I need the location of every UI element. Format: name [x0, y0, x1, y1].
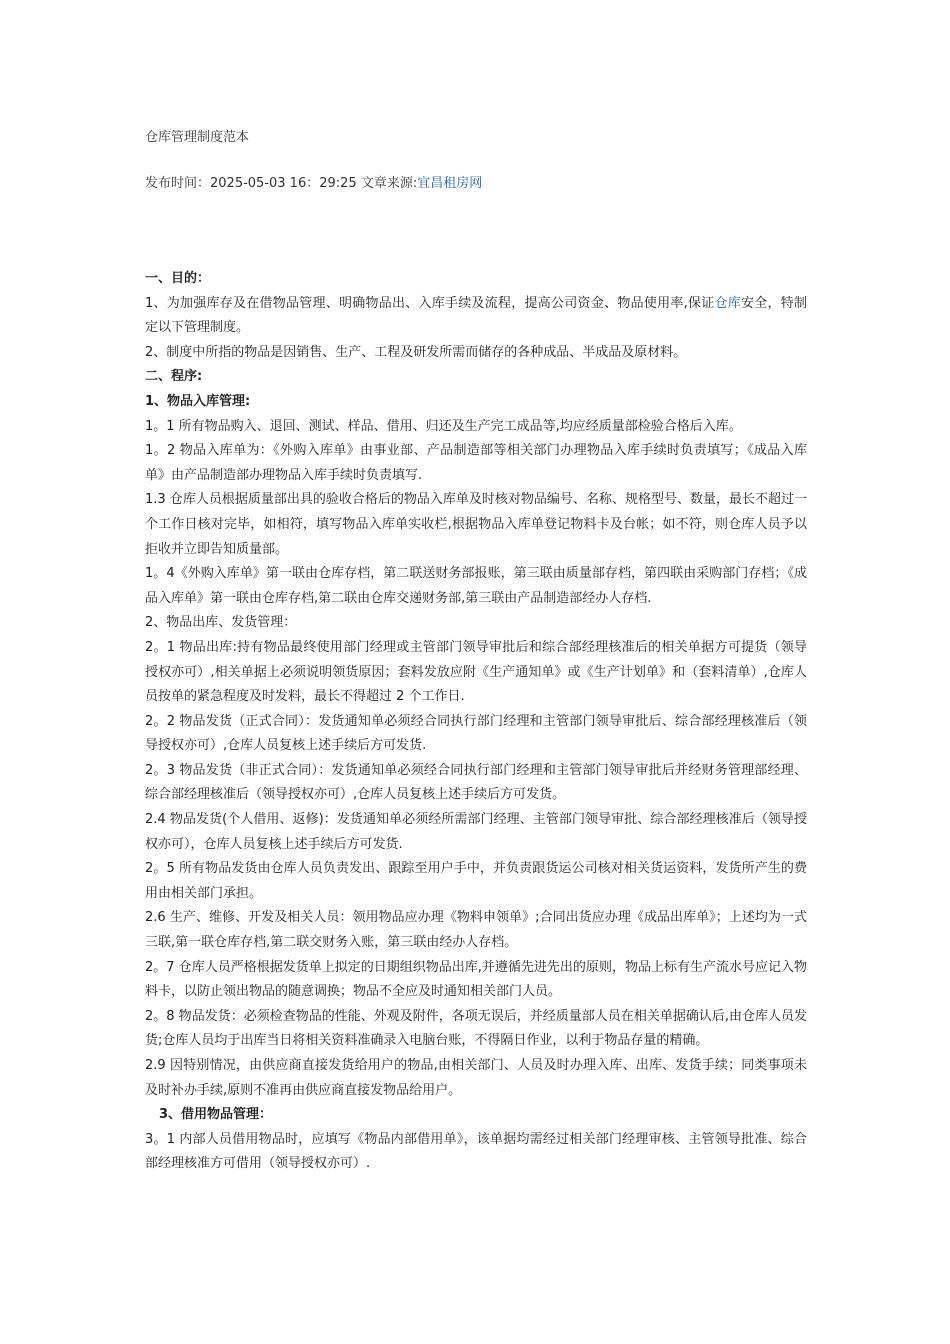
- paragraph-2-3: 2。3 物品发货（非正式合同）：发货通知单必须经合同执行部门经理和主管部门领导审批后并经财务管理部经理、综合部经理核准后（领导授权亦可）,仓库人员复核上述手续后方可发货。: [145, 762, 807, 803]
- paragraph-2-5: 2。5 所有物品发货由仓库人员负责发出、跟踪至用户手中，并负责跟货运公司核对相关货运资料，发货所产生的费用由相关部门承担。: [145, 861, 807, 901]
- paragraph-2-1: 2。1 物品出库:持有物品最终使用部门经理或主管部门领导审批后和综合部经理核准后的相关单据方可提货（领导授权亦可）,相关单据上必须说明领货原因；套料发放应附《生产通知单》或《生产计划单》和（套料清单）,仓库人员按单的紧急程度及时发料，最长不得超过 2 个工作日.: [145, 639, 807, 705]
- paragraph-purpose-2: 2、制度中所指的物品是因销售、生产、工程及研发所需而储存的各种成品、半成品及原材料。: [145, 344, 687, 360]
- paragraph-1-4: 1。4《外购入库单》第一联由仓库存档，第二联送财务部报账，第三联由质量部存档，第四联由采购部门存档；《成品入库单》第一联由仓库存档,第二联由仓库交递财务部,第三联由产品制造部经办人存档.: [145, 566, 807, 606]
- document-title: 仓库管理制度范本: [145, 130, 250, 145]
- paragraph-text: 安全，特制定以下管理制度。: [145, 295, 807, 336]
- subsection-heading-outbound: 2、物品出库、发货管理：: [145, 615, 297, 631]
- paragraph-2-2: 2。2 物品发货（正式合同）：发货通知单必须经合同执行部门经理和主管部门领导审批后、综合部经理核准后（领导授权亦可）,仓库人员复核上述手续后方可发货.: [145, 713, 807, 754]
- paragraph-1-2: 1。2 物品入库单为：《外购入库单》由事业部、产品制造部等相关部门办理物品入库手续时负责填写；《成品入库单》由产品制造部办理物品入库手续时负责填写.: [145, 443, 807, 483]
- paragraph-2-4: 2.4 物品发货(个人借用、返修)：发货通知单必须经所需部门经理、主管部门领导审批、综合部经理核准后（领导授权亦可），仓库人员复核上述手续后方可发货.: [145, 812, 807, 852]
- paragraph-2-9: 2.9 因特别情况，由供应商直接发货给用户的物品,由相关部门、人员及时办理入库、出库、发货手续；同类事项未及时补办手续,原则不准再由供应商直接发物品给用户。: [145, 1058, 807, 1098]
- paragraph-3-1: 3。1 内部人员借用物品时，应填写《物品内部借用单》，该单据均需经过相关部门经理审核、主管领导批准、综合部经理核准方可借用（领导授权亦可）.: [145, 1131, 807, 1172]
- paragraph-text: 1、为加强库存及在借物品管理、明确物品出、入库手续及流程，提高公司资金、物品使用率,保证: [145, 295, 715, 311]
- paragraph-2-7: 2。7 仓库人员严格根据发货单上拟定的日期组织物品出库,并遵循先进先出的原则，物品上标有生产流水号应记入物料卡，以防止领出物品的随意调换；物品不全应及时通知相关部门人员。: [145, 959, 807, 1000]
- section-heading-procedure: 二、程序:: [145, 369, 203, 385]
- subsection-heading-inbound: 1、物品入库管理:: [145, 393, 251, 409]
- article-meta: [145, 174, 482, 194]
- paragraph-1-3: 1.3 仓库人员根据质量部出具的验收合格后的物品入库单及时核对物品编号、名称、规格型号、数量，最长不超过一个工作日核对完毕，如相符，填写物品入库单实收栏,根据物品入库单登记物料卡及台帐；如不符，则仓库人员予以拒收并立即告知质量部。: [145, 492, 807, 557]
- publish-info: 发布时间：2025-05-03 16：29:25 文章来源:: [145, 176, 418, 191]
- warehouse-link[interactable]: 仓库: [714, 295, 741, 311]
- paragraph-1-1: 1。1 所有物品购入、退回、测试、样品、借用、归还及生产完工成品等,均应经质量部检验合格后入库。: [145, 418, 742, 434]
- subsection-heading-borrowing: 3、借用物品管理：: [159, 1107, 273, 1123]
- section-heading-purpose: 一、目的：: [145, 271, 211, 286]
- document-body: [145, 267, 807, 1177]
- paragraph-2-6: 2.6 生产、维修、开发及相关人员：领用物品应办理《物料申领单》;合同出货应办理《成品出库单》；上述均为一式三联,第一联仓库存档,第二联交财务入账，第三联由经办人存档。: [145, 910, 807, 951]
- source-link[interactable]: 宜昌租房网: [417, 176, 483, 191]
- paragraph-purpose-1: [145, 292, 807, 341]
- paragraph-2-8: 2。8 物品发货：必须检查物品的性能、外观及附件，各项无误后，并经质量部人员在相关单据确认后,由仓库人员发货;仓库人员均于出库当日将相关资料准确录入电脑台账，不得隔日作业，以利于物品存量的精确。: [145, 1008, 807, 1049]
